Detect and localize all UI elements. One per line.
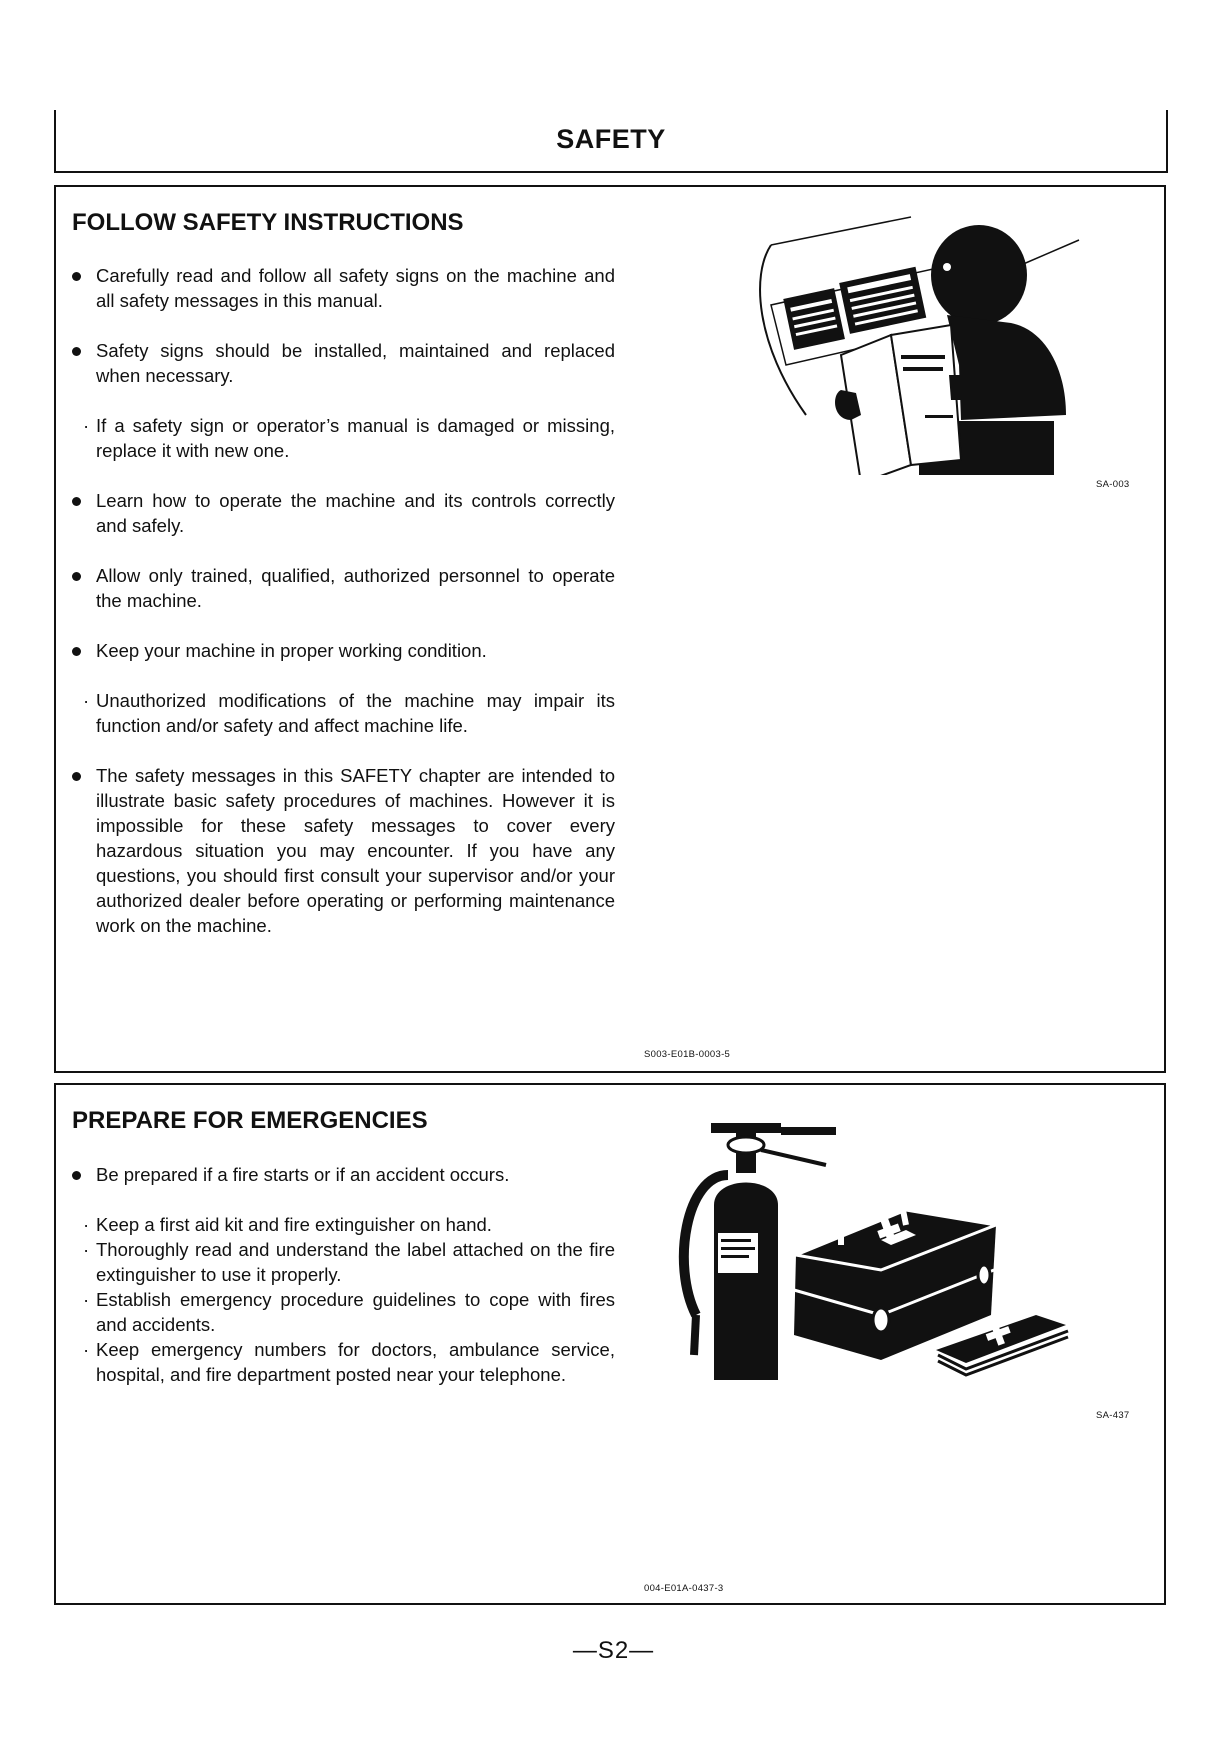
section-heading: FOLLOW SAFETY INSTRUCTIONS bbox=[72, 209, 464, 236]
bullet-icon bbox=[72, 1171, 81, 1180]
list-item: Safety signs should be installed, maintained and replaced when necessary. bbox=[70, 338, 615, 388]
sub-note: · If a safety sign or operator’s manual is damaged or missing, replace it with new one. bbox=[83, 415, 615, 461]
list-item: Be prepared if a fire starts or if an accident occurs. bbox=[70, 1162, 615, 1187]
list-item: Carefully read and follow all safety signs on the machine and all safety messages in this manual. bbox=[70, 263, 615, 313]
page-number: —S2— bbox=[572, 1637, 655, 1664]
document-code: 004-E01A-0437-3 bbox=[644, 1583, 724, 1594]
bullet-icon bbox=[72, 647, 81, 656]
list-item: The safety messages in this SAFETY chapter are intended to illustrate basic safety procedures of machines. However it is impossible for these safety messages to cover every hazardous situation you may encounter. If you have any questions, you should first consult your supervisor and/or your authorized dealer before operating or performing maintenance work on the machine. bbox=[70, 763, 615, 938]
figure-code: SA-003 bbox=[1096, 479, 1130, 490]
sub-note: · Establish emergency procedure guidelines to cope with fires and accidents. bbox=[83, 1289, 615, 1335]
person-reading-manual-illustration bbox=[711, 215, 1151, 475]
section-follow-safety-instructions bbox=[54, 185, 1166, 1073]
list-item: Keep your machine in proper working condition. bbox=[70, 638, 615, 663]
sub-note: · Keep emergency numbers for doctors, ambulance service, hospital, and fire department posted near your telephone. bbox=[83, 1339, 615, 1385]
list-item: Allow only trained, qualified, authorized personnel to operate the machine. bbox=[70, 563, 615, 613]
bullet-icon bbox=[72, 272, 81, 281]
bullet-icon bbox=[72, 497, 81, 506]
section-prepare-for-emergencies bbox=[54, 1083, 1166, 1605]
page-title: SAFETY bbox=[556, 124, 666, 154]
sub-note: · Thoroughly read and understand the label attached on the fire extinguisher to use it properly. bbox=[83, 1239, 615, 1285]
section-body bbox=[70, 1162, 615, 1387]
sub-note: · Keep a first aid kit and fire extinguisher on hand. bbox=[83, 1214, 492, 1235]
bullet-icon bbox=[72, 347, 81, 356]
list-item: Learn how to operate the machine and its controls correctly and safely. bbox=[70, 488, 615, 538]
figure-code: SA-437 bbox=[1096, 1410, 1130, 1421]
fire-extinguisher-and-first-aid-kit-illustration bbox=[666, 1115, 1166, 1385]
sub-note: · Unauthorized modifications of the machine may impair its function and/or safety and affect machine life. bbox=[83, 690, 615, 736]
bullet-icon bbox=[72, 572, 81, 581]
bullet-icon bbox=[72, 772, 81, 781]
section-body bbox=[70, 263, 615, 938]
document-code: S003-E01B-0003-5 bbox=[644, 1049, 731, 1060]
page-header bbox=[54, 110, 1168, 173]
section-heading: PREPARE FOR EMERGENCIES bbox=[72, 1107, 428, 1134]
